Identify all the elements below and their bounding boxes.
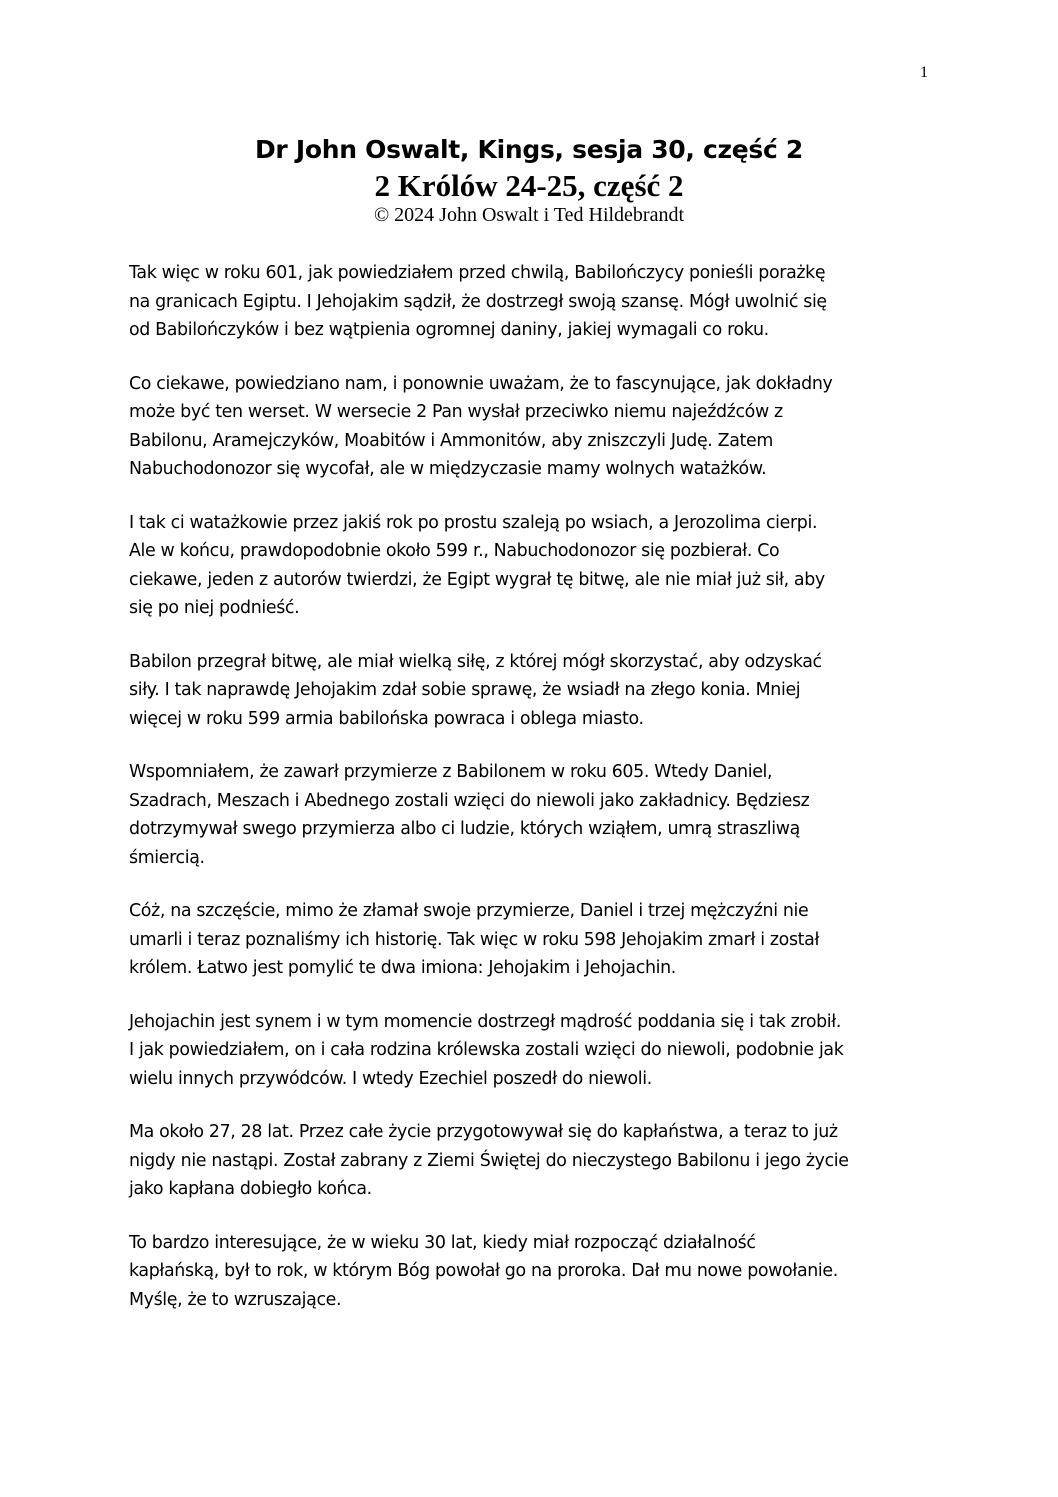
text-line: I jak powiedziałem, on i cała rodzina królewska zostali wzięci do niewoli, podobnie jak	[129, 1040, 844, 1060]
text-line: ciekawe, jeden z autorów twierdzi, że Egipt wygrał tę bitwę, ale nie miał już sił, aby	[129, 569, 825, 590]
document-title: Dr John Oswalt, Kings, sesja 30, część 2	[254, 135, 804, 164]
document-subtitle: 2 Królów 24-25, część 2	[374, 168, 684, 203]
text-line: Ale w końcu, prawdopodobnie około 599 r., Nabuchodonozor się pozbierał. Co	[129, 541, 780, 561]
paragraph-3	[129, 509, 929, 623]
text-line: na granicach Egiptu. I Jehojakim sądził, że dostrzegł swoją szansę. Mógł uwolnić się	[129, 291, 827, 312]
body-text	[129, 259, 929, 1339]
text-line: śmiercią.	[129, 847, 205, 868]
text-line: I tak ci watażkowie przez jakiś rok po prostu szaleją po wsiach, a Jerozolima cierpi.	[129, 512, 818, 533]
paragraph-6	[129, 897, 929, 983]
page-number: 1	[920, 64, 928, 81]
text-line: To bardzo interesujące, że w wieku 30 lat, kiedy miał rozpocząć działalność	[129, 1232, 756, 1253]
text-line: nigdy nie nastąpi. Został zabrany z Ziemi Świętej do nieczystego Babilonu i jego życie	[129, 1150, 849, 1171]
paragraph-2	[129, 370, 929, 484]
text-line: Tak więc w roku 601, jak powiedziałem przed chwilą, Babilończycy ponieśli porażkę	[129, 263, 826, 283]
text-line: Szadrach, Meszach i Abednego zostali wzięci do niewoli jako zakładnicy. Będziesz	[129, 790, 810, 811]
text-line: Jehojachin jest synem i w tym momencie dostrzegł mądrość poddania się i tak zrobił.	[129, 1011, 842, 1032]
paragraph-5	[129, 758, 929, 872]
text-line: Co ciekawe, powiedziano nam, i ponownie uważam, że to fascynujące, jak dokładny	[129, 373, 833, 394]
text-line: Nabuchodonozor się wycofał, ale w międzyczasie mamy wolnych watażków.	[129, 459, 767, 479]
text-line: może być ten werset. W wersecie 2 Pan wysłał przeciwko niemu najeźdźców z	[129, 402, 783, 422]
text-line: Wspomniałem, że zawarł przymierze z Babilonem w roku 605. Wtedy Daniel,	[129, 762, 773, 782]
paragraph-8	[129, 1118, 929, 1204]
title-block	[0, 132, 1058, 226]
text-line: Myślę, że to wzruszające.	[129, 1289, 342, 1310]
text-line: Babilonu, Aramejczyków, Moabitów i Ammonitów, aby zniszczyli Judę. Zatem	[129, 430, 773, 451]
text-line: się po niej podnieść.	[129, 598, 300, 618]
text-line: Babilon przegrał bitwę, ale miał wielką siłę, z której mógł skorzystać, aby odzyskać	[129, 651, 822, 672]
text-line: więcej w roku 599 armia babilońska powraca i oblega miasto.	[129, 708, 644, 729]
text-line: jako kapłana dobiegło końca.	[129, 1179, 372, 1199]
paragraph-7	[129, 1008, 929, 1094]
paragraph-4	[129, 648, 929, 734]
paragraph-1	[129, 259, 929, 345]
text-line: wielu innych przywódców. I wtedy Ezechiel poszedł do niewoli.	[129, 1068, 652, 1089]
paragraph-9	[129, 1229, 929, 1315]
text-line: siły. I tak naprawdę Jehojakim zdał sobie sprawę, że wsiadł na złego konia. Mniej	[129, 680, 801, 700]
text-line: Ma około 27, 28 lat. Przez całe życie przygotowywał się do kapłaństwa, a teraz to już	[129, 1122, 838, 1142]
text-line: Cóż, na szczęście, mimo że złamał swoje przymierze, Daniel i trzej mężczyźni nie	[129, 901, 809, 921]
text-line: od Babilończyków i bez wątpienia ogromnej daniny, jakiej wymagali co roku.	[129, 320, 769, 340]
text-line: umarli i teraz poznaliśmy ich historię. Tak więc w roku 598 Jehojakim zmarł i został	[129, 929, 820, 950]
text-line: królem. Łatwo jest pomylić te dwa imiona: Jehojakim i Jehojachin.	[129, 958, 676, 978]
text-line: dotrzymywał swego przymierza albo ci ludzie, których wziąłem, umrą straszliwą	[129, 819, 800, 839]
text-line: kapłańską, był to rok, w którym Bóg powołał go na proroka. Dał mu nowe powołanie.	[129, 1261, 838, 1281]
copyright-line: © 2024 John Oswalt i Ted Hildebrandt	[373, 204, 685, 226]
